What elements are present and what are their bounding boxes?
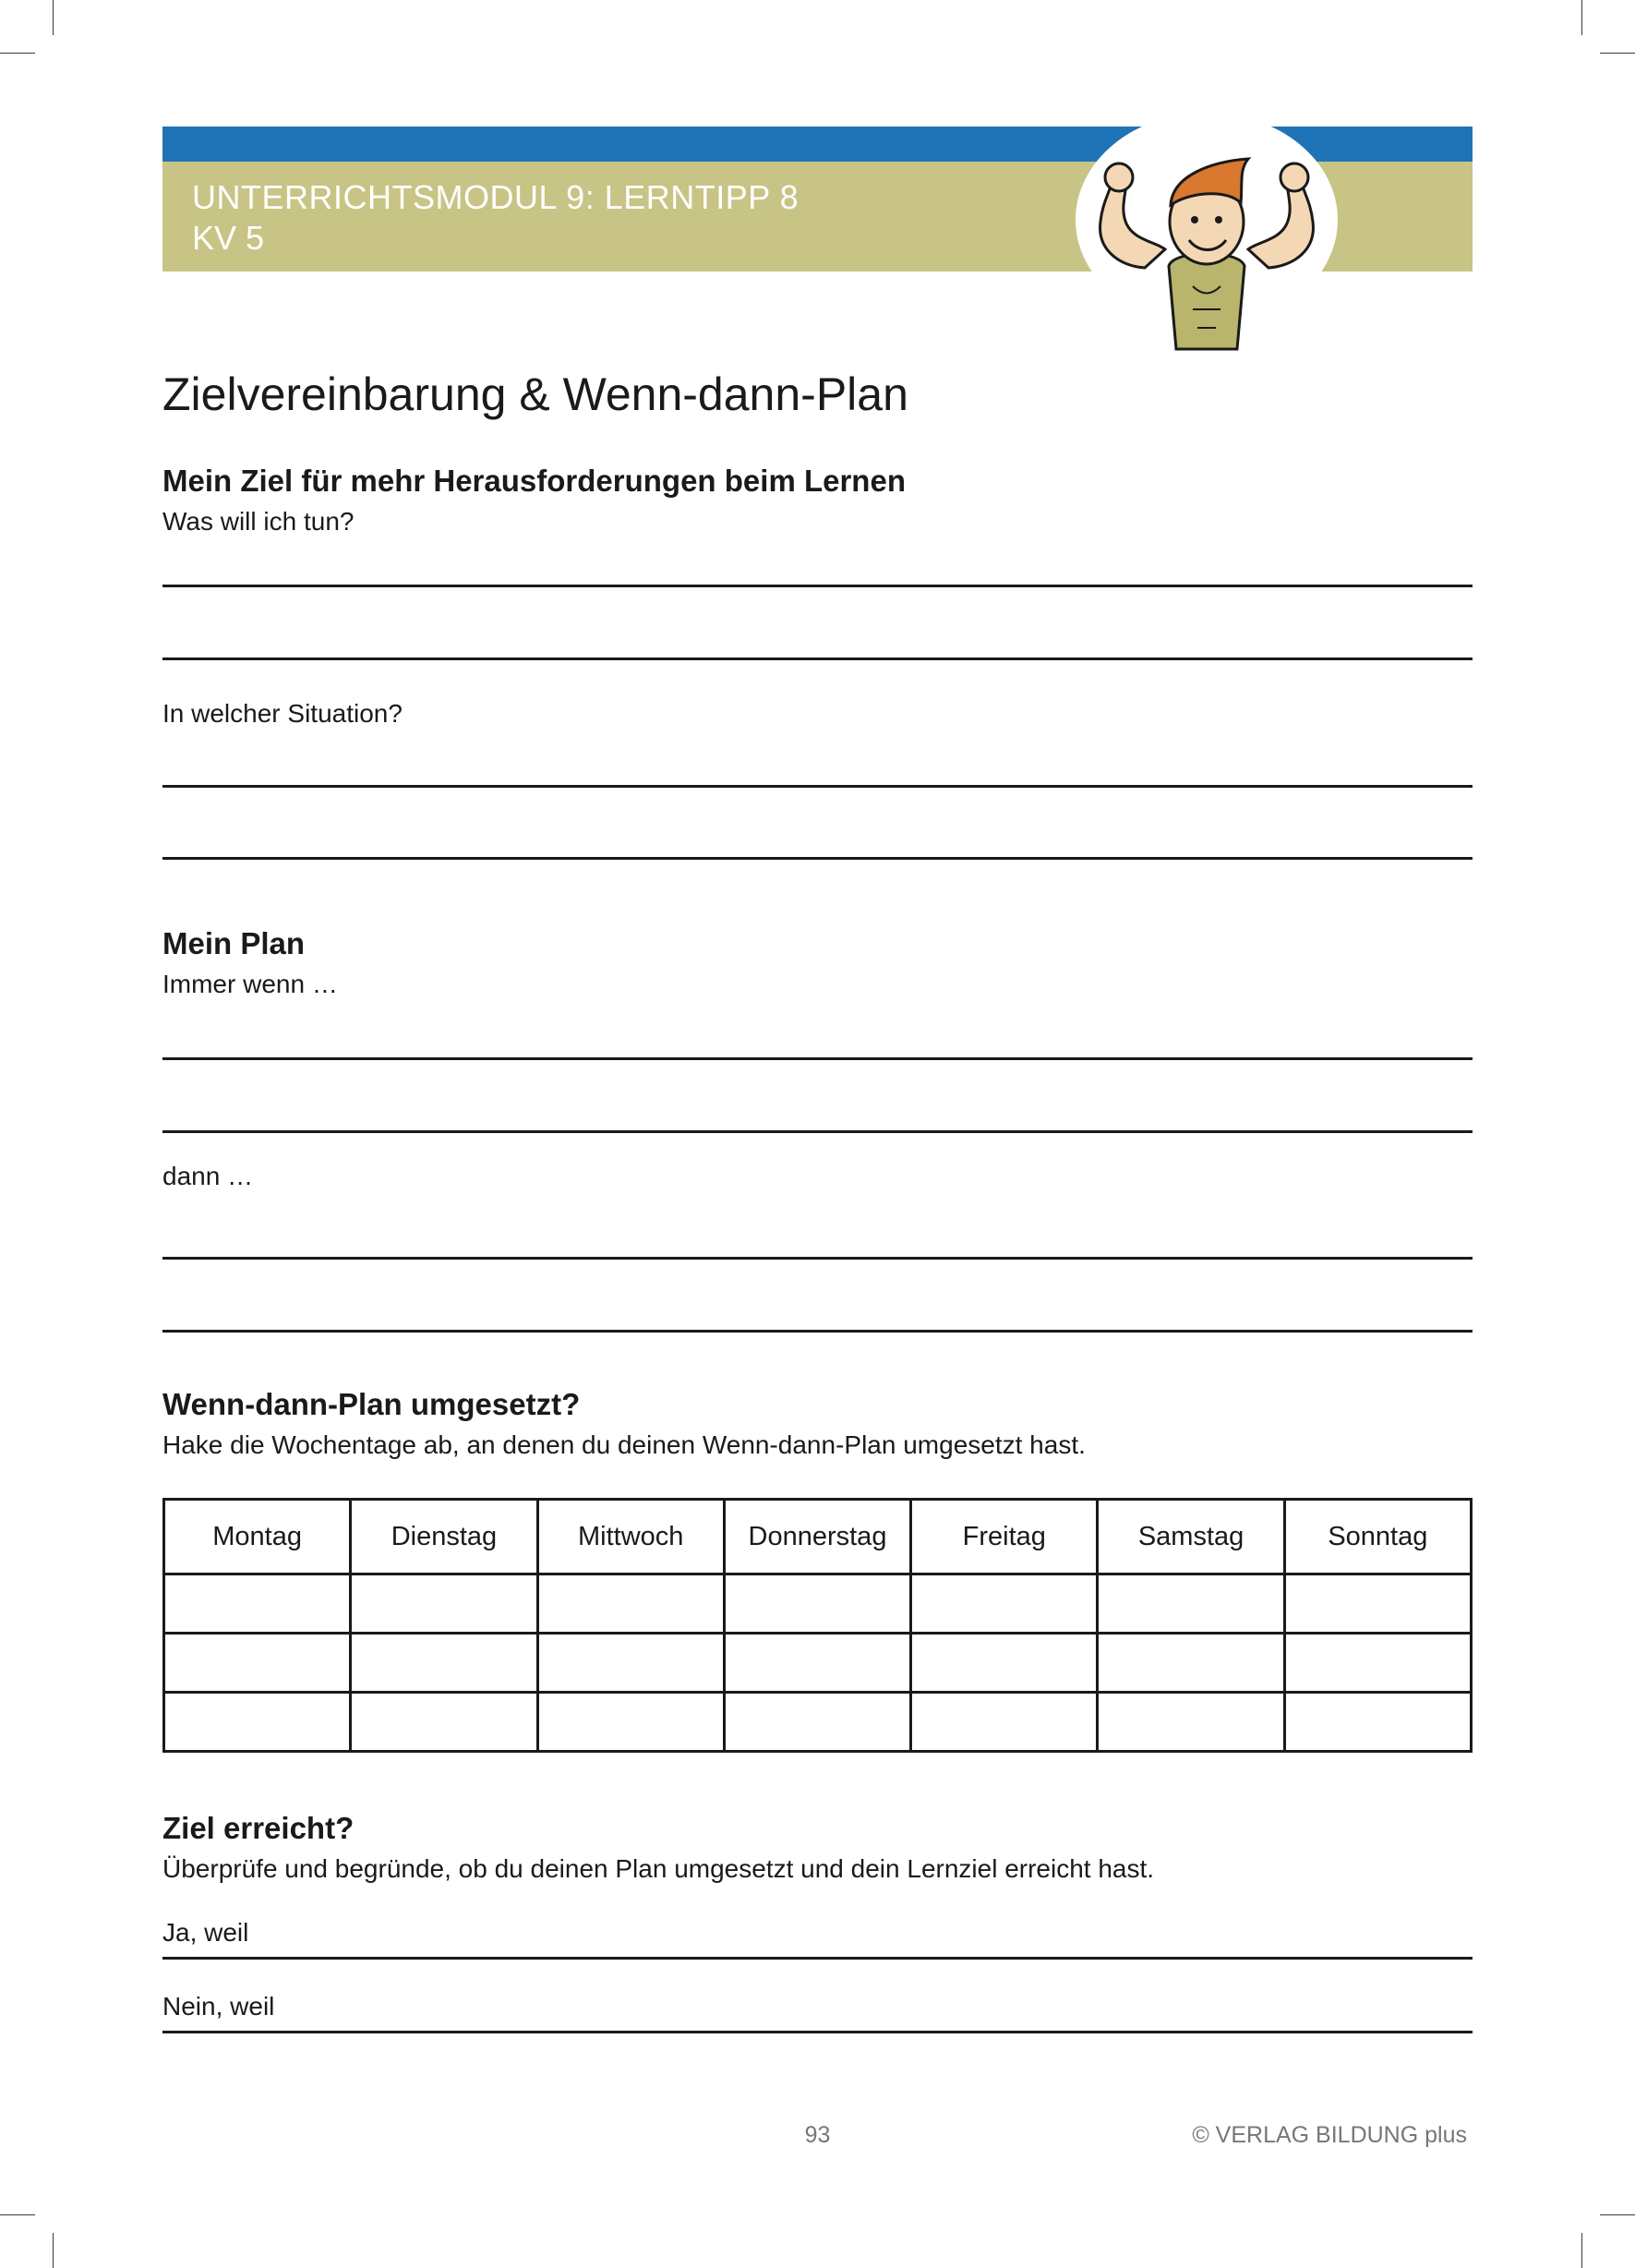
check-cell[interactable] <box>351 1634 537 1693</box>
answer-line[interactable] <box>162 857 1473 860</box>
answer-line[interactable] <box>162 1257 1473 1260</box>
table-row <box>164 1693 1472 1752</box>
check-cell[interactable] <box>164 1693 351 1752</box>
answer-line[interactable] <box>162 657 1473 660</box>
answer-line[interactable] <box>162 785 1473 788</box>
check-cell[interactable] <box>164 1574 351 1634</box>
page-title: Zielvereinbarung & Wenn-dann-Plan <box>162 368 908 420</box>
check-cell[interactable] <box>1284 1634 1471 1693</box>
day-header: Samstag <box>1098 1500 1284 1574</box>
no-label: Nein, weil <box>162 1992 275 2021</box>
check-cell[interactable] <box>1098 1574 1284 1634</box>
yes-label: Ja, weil <box>162 1918 249 1947</box>
page-number: 93 <box>804 2122 831 2148</box>
check-cell[interactable] <box>537 1693 724 1752</box>
crop-mark <box>1600 53 1635 54</box>
answer-line[interactable] <box>162 1130 1473 1133</box>
check-cell[interactable] <box>351 1574 537 1634</box>
weekday-checklist-table <box>162 1498 1473 1753</box>
check-cell[interactable] <box>1284 1574 1471 1634</box>
check-cell[interactable] <box>911 1634 1098 1693</box>
tracking-instruction: Hake die Wochentage ab, an denen du deinen Wenn-dann-Plan umgesetzt hast. <box>162 1430 1086 1459</box>
result-instruction: Überprüfe und begründe, ob du deinen Plan umgesetzt und dein Lernziel erreicht hast. <box>162 1854 1155 1883</box>
day-header: Sonntag <box>1284 1500 1471 1574</box>
plan-prompt-when: Immer wenn … <box>162 970 338 998</box>
check-cell[interactable] <box>911 1574 1098 1634</box>
check-cell[interactable] <box>911 1693 1098 1752</box>
crop-mark <box>0 2214 35 2215</box>
table-row <box>164 1574 1472 1634</box>
check-cell[interactable] <box>724 1634 910 1693</box>
table-header-row <box>164 1500 1472 1574</box>
goal-question-situation: In welcher Situation? <box>162 699 403 728</box>
check-cell[interactable] <box>537 1634 724 1693</box>
day-header: Donnerstag <box>724 1500 910 1574</box>
flexing-muscle-man-icon <box>1073 111 1340 360</box>
day-header: Freitag <box>911 1500 1098 1574</box>
answer-line[interactable] <box>162 1330 1473 1333</box>
check-cell[interactable] <box>724 1574 910 1634</box>
plan-prompt-then: dann … <box>162 1162 254 1190</box>
goal-heading: Mein Ziel für mehr Herausforderungen beim Lernen <box>162 464 906 498</box>
crop-mark <box>0 53 35 54</box>
check-cell[interactable] <box>351 1693 537 1752</box>
table-row <box>164 1634 1472 1693</box>
day-header: Dienstag <box>351 1500 537 1574</box>
crop-mark <box>53 2233 54 2268</box>
copyright-notice: © VERLAG BILDUNG plus <box>1192 2122 1467 2148</box>
crop-mark <box>1581 2233 1582 2268</box>
result-heading: Ziel erreicht? <box>162 1811 355 1845</box>
answer-line-no[interactable] <box>162 2031 1473 2033</box>
crop-mark <box>53 0 54 35</box>
check-cell[interactable] <box>1098 1634 1284 1693</box>
crop-mark <box>1600 2214 1635 2215</box>
check-cell[interactable] <box>164 1634 351 1693</box>
day-header: Montag <box>164 1500 351 1574</box>
goal-question-what: Was will ich tun? <box>162 507 355 536</box>
worksheet-code: KV 5 <box>192 219 265 257</box>
plan-heading: Mein Plan <box>162 926 306 960</box>
answer-line[interactable] <box>162 1057 1473 1060</box>
crop-mark <box>1581 0 1582 35</box>
day-header: Mittwoch <box>537 1500 724 1574</box>
check-cell[interactable] <box>537 1574 724 1634</box>
answer-line[interactable] <box>162 585 1473 587</box>
tracking-heading: Wenn-dann-Plan umgesetzt? <box>162 1387 581 1421</box>
check-cell[interactable] <box>1284 1693 1471 1752</box>
check-cell[interactable] <box>1098 1693 1284 1752</box>
answer-line-yes[interactable] <box>162 1957 1473 1960</box>
module-title: UNTERRICHTSMODUL 9: LERNTIPP 8 <box>192 178 799 216</box>
check-cell[interactable] <box>724 1693 910 1752</box>
